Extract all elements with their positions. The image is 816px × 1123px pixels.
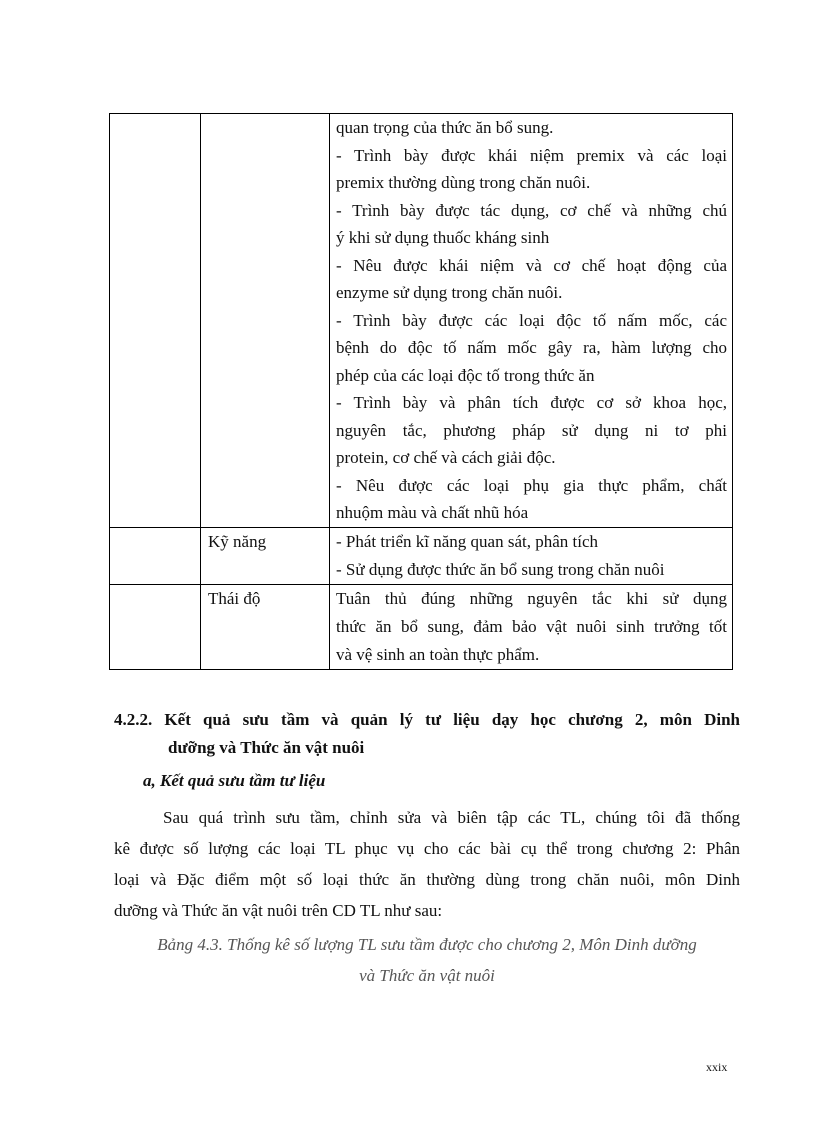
attitude-label-cell [201, 584, 330, 669]
attitude-row [110, 584, 733, 669]
table-line: và vệ sinh an toàn thực phẩm. [336, 644, 540, 664]
table-line: quan trọng của thức ăn bổ sung. [336, 118, 554, 137]
heading-line: dưỡng và Thức ăn vật nuôi [168, 738, 365, 757]
table-line: ý khi sử dụng thuốc kháng sinh [336, 228, 550, 247]
caption-line: Bảng 4.3. Thống kê số lượng TL sưu tầm được cho chương 2, Môn Dinh dưỡng [157, 935, 697, 954]
table-line: - Sử dụng được thức ăn bổ sung trong chăn nuôi [336, 559, 665, 579]
heading-line: 4.2.2. Kết quả sưu tầm và quản lý tư liệu dạy học chương 2, môn Dinh [114, 710, 740, 729]
knowledge-content-cell [330, 114, 733, 528]
caption-line: và Thức ăn vật nuôi [359, 966, 495, 985]
section-heading [114, 706, 740, 762]
attitude-label: Thái độ [208, 588, 261, 608]
skills-row [110, 527, 733, 584]
skills-content-cell [330, 527, 733, 584]
table-line: - Nêu được các loại phụ gia thực phẩm, chất [336, 475, 727, 495]
table-line: phép của các loại độc tố trong thức ăn [336, 365, 595, 385]
table-line: - Trình bày được tác dụng, cơ chế và những chú [336, 200, 727, 220]
table-line: enzyme sử dụng trong chăn nuôi. [336, 283, 563, 302]
table-cell-empty [201, 114, 330, 528]
paragraph-line: Sau quá trình sưu tầm, chỉnh sửa và biên tập các TL, chúng tôi đã thống [163, 808, 740, 827]
paragraph-line: kê được số lượng các loại TL phục vụ cho các bài cụ thể trong chương 2: Phân [114, 839, 740, 858]
skills-label: Kỹ năng [208, 531, 267, 551]
table-cell-empty [110, 584, 201, 669]
table-caption [114, 929, 740, 991]
objectives-table [109, 113, 733, 670]
table-line: nhuộm màu và chất nhũ hóa [336, 503, 529, 522]
paragraph-line: dưỡng và Thức ăn vật nuôi trên CD TL như sau: [114, 901, 443, 920]
table-line: - Trình bày và phân tích được cơ sở khoa học, [336, 393, 727, 412]
body-paragraph [114, 802, 740, 926]
subsection-heading: a, Kết quả sưu tầm tư liệu [143, 771, 326, 790]
page-number: xxix [706, 1060, 728, 1074]
table-cell-empty [110, 114, 201, 528]
paragraph-line: loại và Đặc điểm một số loại thức ăn thường dùng trong chăn nuôi, môn Dinh [114, 870, 740, 889]
table-cell-empty [110, 527, 201, 584]
table-line: thức ăn bổ sung, đảm bảo vật nuôi sinh trưởng tốt [336, 616, 727, 636]
table-line: nguyên tắc, phương pháp sử dụng ni tơ phi [336, 420, 727, 440]
attitude-content-cell [330, 584, 733, 669]
table-line: bệnh do độc tố nấm mốc gây ra, hàm lượng cho [336, 338, 727, 357]
table-line: - Nêu được khái niệm và cơ chế hoạt động của [336, 255, 727, 275]
table-line: premix thường dùng trong chăn nuôi. [336, 173, 591, 192]
knowledge-row [110, 114, 733, 528]
table-line: protein, cơ chế và cách giải độc. [336, 448, 556, 467]
table-line: - Phát triển kĩ năng quan sát, phân tích [336, 531, 599, 551]
table-line: Tuân thủ đúng những nguyên tắc khi sử dụng [336, 588, 727, 608]
table-line: - Trình bày được khái niệm premix và các loại [336, 145, 727, 165]
table-line: - Trình bày được các loại độc tố nấm mốc, các [336, 310, 727, 330]
skills-label-cell [201, 527, 330, 584]
